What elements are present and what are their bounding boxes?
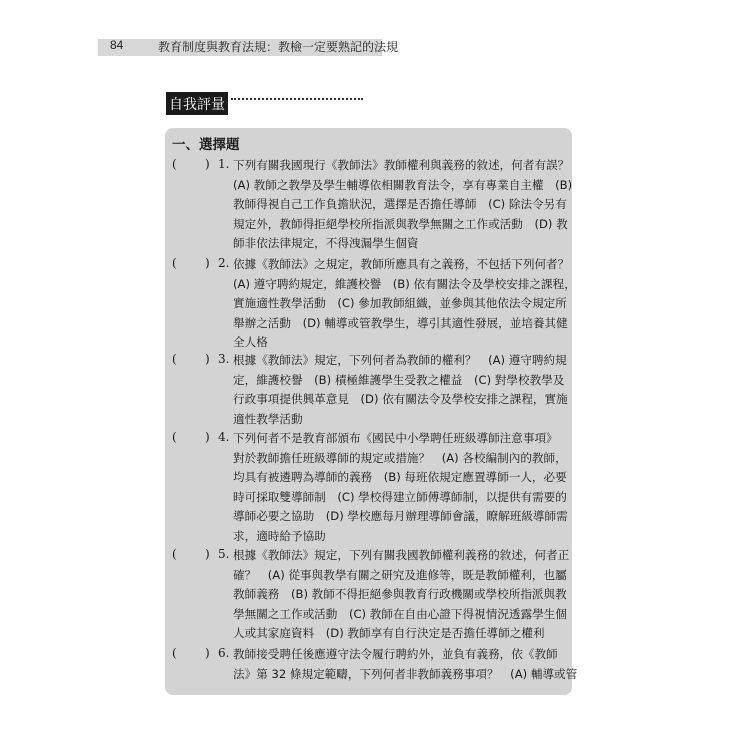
question-number: 1. bbox=[218, 157, 230, 171]
question-text-line: 全人格 bbox=[233, 335, 268, 350]
question-text-line: 導師必要之協助 (D) 學校應每月辦理導師會議，瞭解班級導師需 bbox=[233, 509, 568, 524]
answer-bracket-open: ( bbox=[172, 352, 177, 366]
section-dotted-leader bbox=[231, 98, 363, 100]
question-number: 6. bbox=[218, 646, 230, 660]
question-text-line: 根據《教師法》規定，下列何者為教師的權利？ (A) 遵守聘約規 bbox=[233, 353, 567, 367]
answer-bracket-open: ( bbox=[172, 430, 177, 444]
question-text-line: 師非依法律規定，不得洩漏學生個資 bbox=[233, 236, 419, 251]
question-text-line: 均具有被遴聘為導師的義務 (B) 每班依規定應置導師一人，必要 bbox=[233, 470, 567, 485]
question-text-line: 人或其家庭資料 (D) 教師享有自行決定是否擔任導師之權利 bbox=[233, 626, 545, 641]
question-text-line: 定，維護校譽 (B) 積極維護學生受教之權益 (C) 對學校教學及 bbox=[233, 372, 565, 387]
question-text-line: 教師得視自己工作負擔狀況，選擇是否擔任導師 (C) 除法令另有 bbox=[233, 197, 567, 212]
question-number: 2. bbox=[218, 256, 230, 270]
question-text-line: 確？ (A) 從事與教學有關之研究及進修等，既是教師權利，也屬 bbox=[233, 567, 567, 582]
question-number: 5. bbox=[218, 547, 230, 561]
question-text-line: 根據《教師法》規定，下列有關我國教師權利義務的敘述，何者正 bbox=[233, 548, 570, 562]
question-text-line: 教師義務 (B) 教師不得拒絕參與教育行政機關或學校所指派與教 bbox=[233, 587, 567, 602]
question-text-line: 依據《教師法》之規定，教師所應具有之義務，不包括下列何者？ bbox=[233, 257, 570, 271]
section-title: 自我評量 bbox=[166, 92, 228, 115]
question-text-line: 實施適性教學活動 (C) 參加教師組織，並參與其他依法令規定所 bbox=[233, 296, 567, 311]
question-text-line: 教師接受聘任後應遵守法令履行聘約外，並負有義務，依《教師 bbox=[233, 647, 558, 661]
question-text-line: 舉辦之活動 (D) 輔導或管教學生，導引其適性發展，並培養其健 bbox=[233, 315, 568, 330]
answer-bracket-open: ( bbox=[172, 256, 177, 270]
answer-bracket-close: ) bbox=[205, 430, 210, 444]
answer-bracket-close: ) bbox=[205, 547, 210, 561]
answer-bracket-open: ( bbox=[172, 547, 177, 561]
running-header-title: 教育制度與教育法規：教檢一定要熟記的法規 bbox=[158, 40, 399, 54]
answer-bracket-close: ) bbox=[205, 157, 210, 171]
answer-bracket-open: ( bbox=[172, 157, 177, 171]
answer-bracket-close: ) bbox=[205, 646, 210, 660]
question-text-line: 規定外，教師得拒絕學校所指派與教學無關之工作或活動 (D) 教 bbox=[233, 216, 568, 231]
question-number: 3. bbox=[218, 352, 230, 366]
question-text-line: 法》第 32 條規定範疇，下列何者非教師義務事項？ (A) 輔導或管 bbox=[233, 666, 578, 681]
question-text-line: (A) 教師之教學及學生輔導依相關教育法令，享有專業自主權 (B) bbox=[233, 177, 573, 192]
question-text-line: 下列何者不是教育部頒布《國民中小學聘任班級導師注意事項》 bbox=[233, 431, 558, 445]
question-text-line: 下列有關我國現行《教師法》教師權利與義務的敘述，何者有誤？ bbox=[233, 158, 570, 172]
page-number: 84 bbox=[110, 38, 124, 52]
question-number: 4. bbox=[218, 430, 230, 444]
question-text-line: 對於教師擔任班級導師的規定或措施？ (A) 各校編制內的教師， bbox=[233, 450, 567, 465]
answer-bracket-close: ) bbox=[205, 256, 210, 270]
question-text-line: 時可採取雙導師制 (C) 學校得建立師傅導師制，以提供有需要的 bbox=[233, 489, 567, 504]
question-text-line: 適性教學活動 bbox=[233, 411, 303, 426]
answer-bracket-close: ) bbox=[205, 352, 210, 366]
question-text-line: (A) 遵守聘約規定，維護校譽 (B) 依有關法令及學校安排之課程， bbox=[233, 276, 576, 291]
answer-bracket-open: ( bbox=[172, 646, 177, 660]
question-text-line: 求，適時給予協助 bbox=[233, 529, 326, 543]
question-text-line: 行政事項提供興革意見 (D) 依有關法令及學校安排之課程，實施 bbox=[233, 392, 568, 407]
panel-title: 一、選擇題 bbox=[172, 137, 240, 153]
question-text-line: 學無關之工作或活動 (C) 教師在自由心證下得視情況透露學生個 bbox=[233, 606, 567, 621]
